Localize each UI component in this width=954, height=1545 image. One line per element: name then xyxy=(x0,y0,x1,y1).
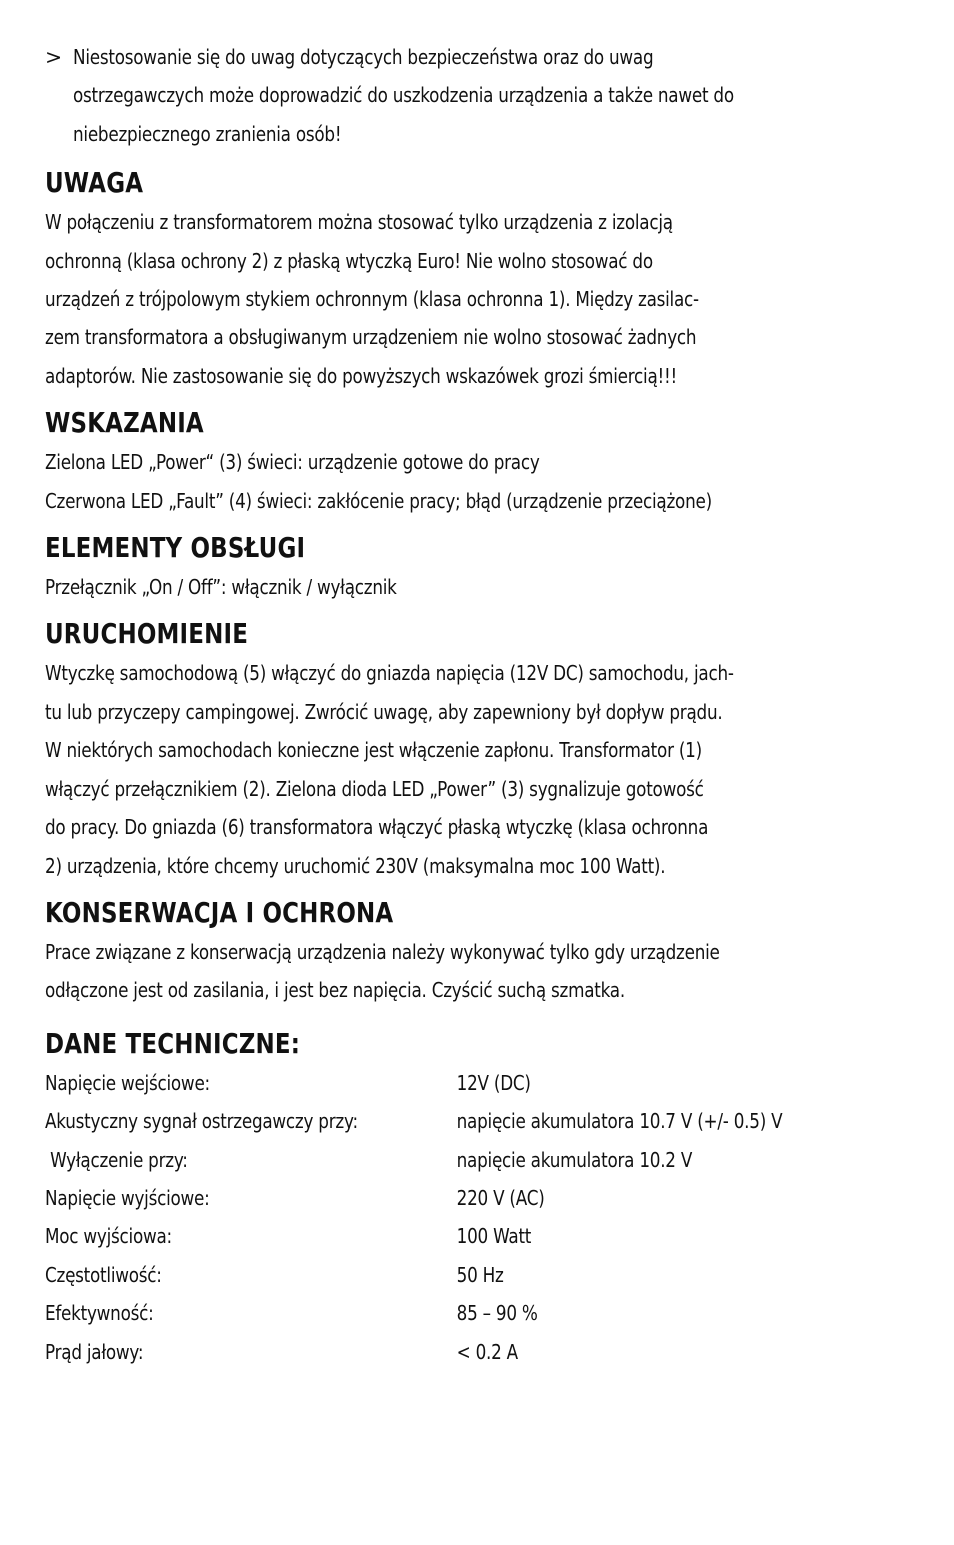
spec-row xyxy=(45,1064,782,1102)
section-title-uwaga: UWAGA xyxy=(45,166,144,200)
manual-page xyxy=(45,38,915,1371)
spec-row xyxy=(45,1102,782,1140)
spec-value: napięcie akumulatora 10.2 V xyxy=(456,1147,693,1172)
spec-label: Wyłączenie przy: xyxy=(45,1147,188,1172)
spec-row xyxy=(45,1333,782,1371)
specs-table xyxy=(45,1064,782,1371)
spec-value: 85 – 90 % xyxy=(456,1301,538,1326)
spec-row xyxy=(45,1294,782,1332)
spec-value: 12V (DC) xyxy=(456,1070,531,1095)
spec-row xyxy=(45,1217,782,1255)
section-text-uruchomienie: Wtyczkę samochodową (5) włączyć do gniazda napięcia (12V DC) samochodu, jach- tu lub przyczepy campingowej. Zwrócić uwagę, aby zapewniony był dopływ prądu. W niektórych samochodach konieczne jest włączenie zapłonu. Transformator (1) włączyć przełącznikiem (2). Zielona dioda LED „Power” (3) sygnalizuje gotowość do pracy. Do gniazda (6) transformatora włączyć płaską wtyczkę (klasa ochronna 2) urządzenia, które chcemy uruchomić 230V (maksymalna moc 100 Watt). xyxy=(45,661,734,878)
section-title-elementy: ELEMENTY OBSŁUGI xyxy=(45,531,306,565)
section-uwaga xyxy=(45,163,915,395)
spec-label: Częstotliwość: xyxy=(45,1262,162,1287)
section-text-elementy: Przełącznik „On / Off”: włącznik / wyłącznik xyxy=(45,575,397,600)
section-text-konserwacja: Prace związane z konserwacją urządzenia należy wykonywać tylko gdy urządzenie odłączone jest od zasilania, i jest bez napięcia. Czyścić suchą szmatka. xyxy=(45,939,720,1003)
section-text-wskazania: Zielona LED „Power“ (3) świeci: urządzenie gotowe do pracy Czerwona LED „Fault” (4) świeci: zakłócenie pracy; błąd (urządzenie przeciążone) xyxy=(45,450,712,513)
warning-marker: > xyxy=(45,45,63,69)
section-text-uwaga: W połączeniu z transformatorem można stosować tylko urządzenia z izolacją ochronną (klasa ochrony 2) z płaską wtyczką Euro! Nie wolno stosować do urządzeń z trójpolowym stykiem ochronnym (klasa ochronna 1). Między zasilac- zem transformatora a obsługiwanym urządzeniem nie wolno stosować żadnych adaptorów. Nie zastosowanie się do powyższych wskazówek grozi śmiercią!!! xyxy=(45,210,699,388)
safety-warning xyxy=(45,38,915,153)
spec-row xyxy=(45,1179,782,1217)
section-konserwacja xyxy=(45,893,915,1010)
section-title-uruchomienie: URUCHOMIENIE xyxy=(45,617,249,651)
specs-table-wrapper xyxy=(45,1064,914,1371)
spec-value: 50 Hz xyxy=(456,1262,504,1287)
section-elementy xyxy=(45,528,915,606)
spec-value: < 0.2 A xyxy=(456,1339,518,1364)
spec-row xyxy=(45,1256,782,1294)
spec-label: Napięcie wejściowe: xyxy=(45,1070,210,1095)
section-title-dane: DANE TECHNICZNE: xyxy=(45,1026,301,1060)
spec-label: Akustyczny sygnał ostrzegawczy przy: xyxy=(45,1109,358,1134)
warning-text: Niestosowanie się do uwag dotyczących bezpieczeństwa oraz do uwag ostrzegawczych może doprowadzić do uszkodzenia urządzenia a także nawet do niebezpiecznego zranienia osób! xyxy=(73,45,734,146)
spec-value: 220 V (AC) xyxy=(456,1185,545,1210)
section-title-wskazania: WSKAZANIA xyxy=(45,406,204,440)
section-uruchomienie xyxy=(45,614,915,884)
spec-label: Prąd jałowy: xyxy=(45,1339,144,1364)
section-dane xyxy=(45,1024,915,1371)
spec-label: Efektywność: xyxy=(45,1301,154,1326)
spec-row xyxy=(45,1141,782,1179)
spec-label: Napięcie wyjściowe: xyxy=(45,1185,210,1210)
spec-value: 100 Watt xyxy=(456,1224,532,1249)
section-wskazania xyxy=(45,403,915,520)
section-title-konserwacja: KONSERWACJA I OCHRONA xyxy=(45,895,394,929)
spec-value: napięcie akumulatora 10.7 V (+/- 0.5) V xyxy=(456,1109,783,1134)
spec-label: Moc wyjściowa: xyxy=(45,1224,172,1249)
